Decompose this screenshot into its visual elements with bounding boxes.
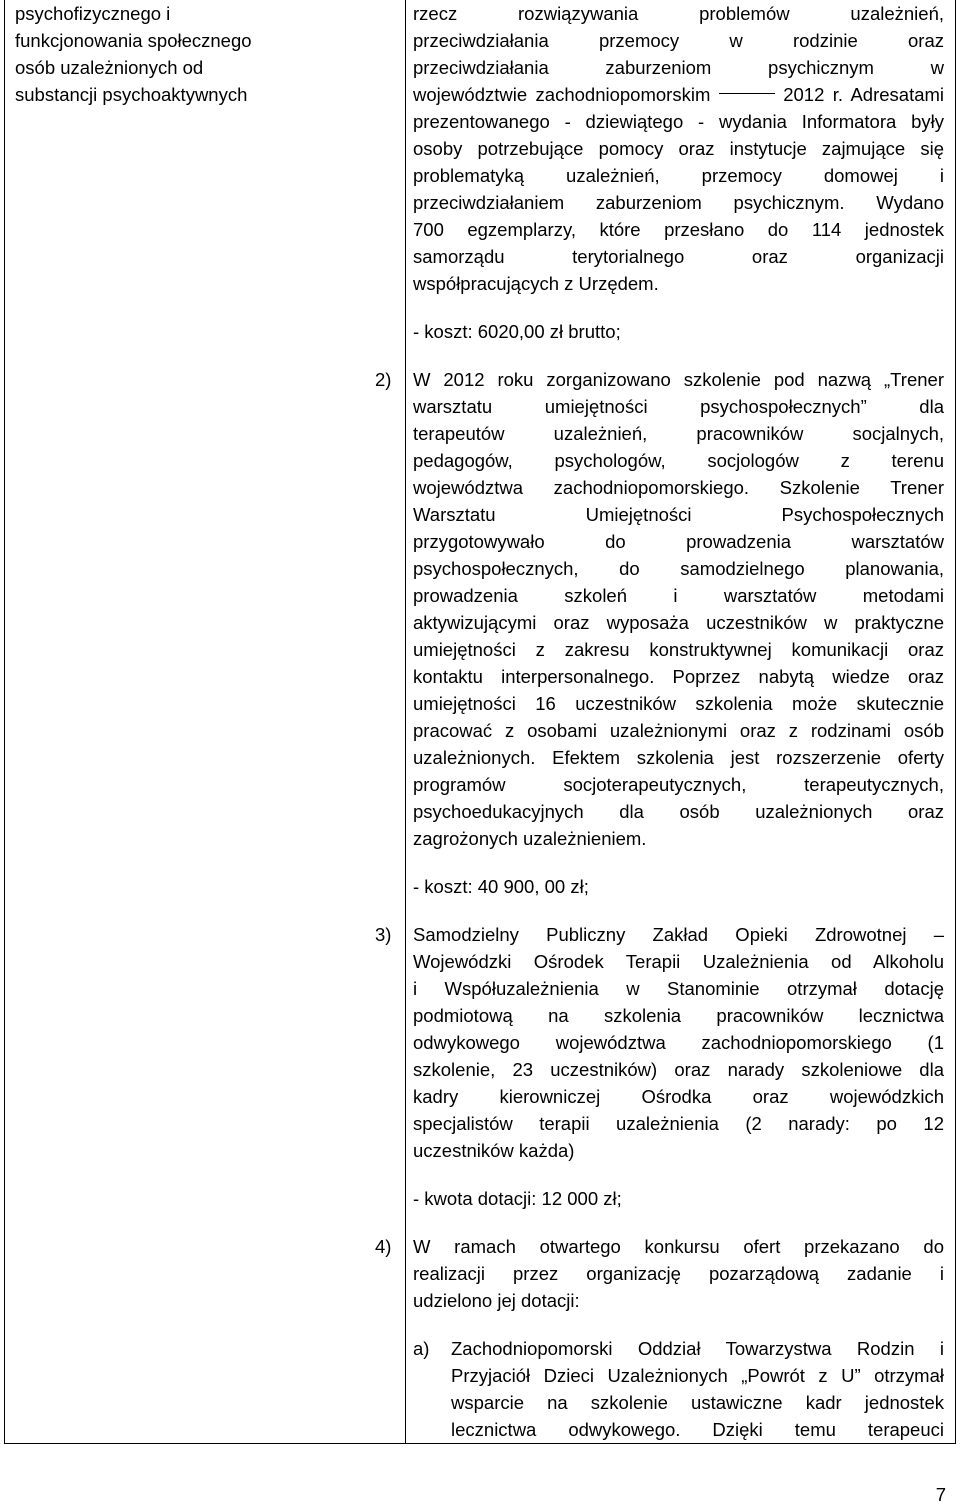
item-line: odwykowego województwa zachodniopomorskiego (1 (413, 1032, 944, 1053)
item-number: 3) (375, 924, 392, 945)
item-line: lecznictwa odwykowego. Dzięki temu terapeuci (451, 1419, 944, 1440)
left-cell-line: funkcjonowania społecznego (15, 30, 252, 51)
item-line: prowadzenia szkoleń i warsztatów metodami (413, 585, 944, 606)
item-line: realizacji przez organizację pozarządową zadanie i (413, 1263, 944, 1284)
item-line: aktywizującymi oraz wyposaża uczestników w praktyczne (413, 612, 944, 633)
intro-line: problematyką uzależnień, przemocy domowej i (413, 165, 944, 186)
item-line: psychospołecznych, do samodzielnego planowania, (413, 558, 944, 579)
item-line: Przyjaciół Dzieci Uzależnionych „Powrót z U” otrzymał (451, 1365, 944, 1386)
left-cell-line: psychofizycznego i (15, 3, 171, 24)
item-line: i Współuzależnienia w Stanominie otrzymał dotację (413, 978, 944, 999)
item-line: szkolenie, 23 uczestników) oraz narady szkoleniowe dla (413, 1059, 944, 1080)
item-line: umiejętności 16 uczestników szkolenia może skutecznie (413, 693, 944, 714)
item-line: pedagogów, psychologów, socjologów z terenu (413, 450, 944, 471)
intro-line: osoby potrzebujące pomocy oraz instytucje zajmujące się (413, 138, 944, 159)
item-line: uzależnionych. Efektem szkolenia jest rozszerzenie oferty (413, 747, 944, 768)
item-line: programów socjoterapeutycznych, terapeutycznych, (413, 774, 944, 795)
item-line: przygotowywało do prowadzenia warsztatów (413, 531, 944, 552)
item-line: W ramach otwartego konkursu ofert przekazano do (413, 1236, 944, 1257)
item-line: pracować z osobami uzależnionymi oraz z rodzinami osób (413, 720, 944, 741)
right-cell (375, 0, 945, 1443)
intro-line: prezentowanego - dziewiątego - wydania Informatora były (413, 111, 944, 132)
left-cell (15, 0, 390, 108)
item-line: Wojewódzki Ośrodek Terapii Uzależnienia od Alkoholu (413, 951, 944, 972)
blank-dash (719, 93, 775, 94)
intro-line: przeciwdziałaniem zaburzeniom psychicznym. Wydano (413, 192, 944, 213)
item-line: Samodzielny Publiczny Zakład Opieki Zdrowotnej – (413, 924, 944, 945)
intro-paragraph (413, 0, 944, 297)
item-line: udzielono jej dotacji: (413, 1290, 580, 1311)
cost-line: - koszt: 40 900, 00 zł; (413, 876, 589, 897)
item-letter: a) (413, 1338, 430, 1359)
item-line: Zachodniopomorski Oddział Towarzystwa Rodzin i (451, 1338, 944, 1359)
item-line: województwa zachodniopomorskiego. Szkolenie Trener (413, 477, 944, 498)
intro-line: przeciwdziałania przemocy w rodzinie oraz (413, 30, 944, 51)
item-line: uczestników każda) (413, 1140, 575, 1161)
left-cell-line: osób uzależnionych od (15, 57, 204, 78)
item-line: kontaktu interpersonalnego. Poprzez nabytą wiedze oraz (413, 666, 944, 687)
intro-line-part: 2012 r. Adresatami (783, 84, 945, 105)
column-divider (405, 0, 406, 1444)
list-item-4 (375, 1233, 944, 1314)
item-line: psychoedukacyjnych dla osób uzależnionych oraz (413, 801, 944, 822)
item-line: wsparcie na szkolenie ustawiczne kadr jednostek (451, 1392, 944, 1413)
item-number: 4) (375, 1236, 392, 1257)
cost-line: - kwota dotacji: 12 000 zł; (413, 1188, 622, 1209)
item-line: zagrożonych uzależnieniem. (413, 828, 647, 849)
list-item-2 (375, 366, 944, 852)
item-line: podmiotową na szkolenia pracowników lecznictwa (413, 1005, 944, 1026)
list-item-3 (375, 921, 944, 1164)
item-line: terapeutów uzależnień, pracowników socjalnych, (413, 423, 944, 444)
item-line: warsztatu umiejętności psychospołecznych” dla (413, 396, 944, 417)
intro-line-part: województwie zachodniopomorskim (413, 84, 711, 105)
left-cell-line: substancji psychoaktywnych (15, 84, 248, 105)
item-line: umiejętności z zakresu konstruktywnej komunikacji oraz (413, 639, 944, 660)
item-line: specjalistów terapii uzależnienia (2 narady: po 12 (413, 1113, 944, 1134)
intro-line (413, 81, 944, 108)
page-number: 7 (935, 1484, 946, 1505)
intro-line: współpracujących z Urzędem. (413, 273, 659, 294)
intro-line: rzecz rozwiązywania problemów uzależnień, (413, 3, 944, 24)
intro-line: 700 egzemplarzy, które przesłano do 114 jednostek (413, 219, 944, 240)
item-line: W 2012 roku zorganizowano szkolenie pod nazwą „Trener (413, 369, 944, 390)
item-number: 2) (375, 369, 392, 390)
intro-line: samorządu terytorialnego oraz organizacji (413, 246, 944, 267)
item-line: Warsztatu Umiejętności Psychospołecznych (413, 504, 944, 525)
cost-line: - koszt: 6020,00 zł brutto; (413, 321, 621, 342)
intro-line: przeciwdziałania zaburzeniom psychicznym w (413, 57, 944, 78)
item-line: kadry kierowniczej Ośrodka oraz wojewódzkich (413, 1086, 944, 1107)
list-item-4a (413, 1335, 944, 1443)
